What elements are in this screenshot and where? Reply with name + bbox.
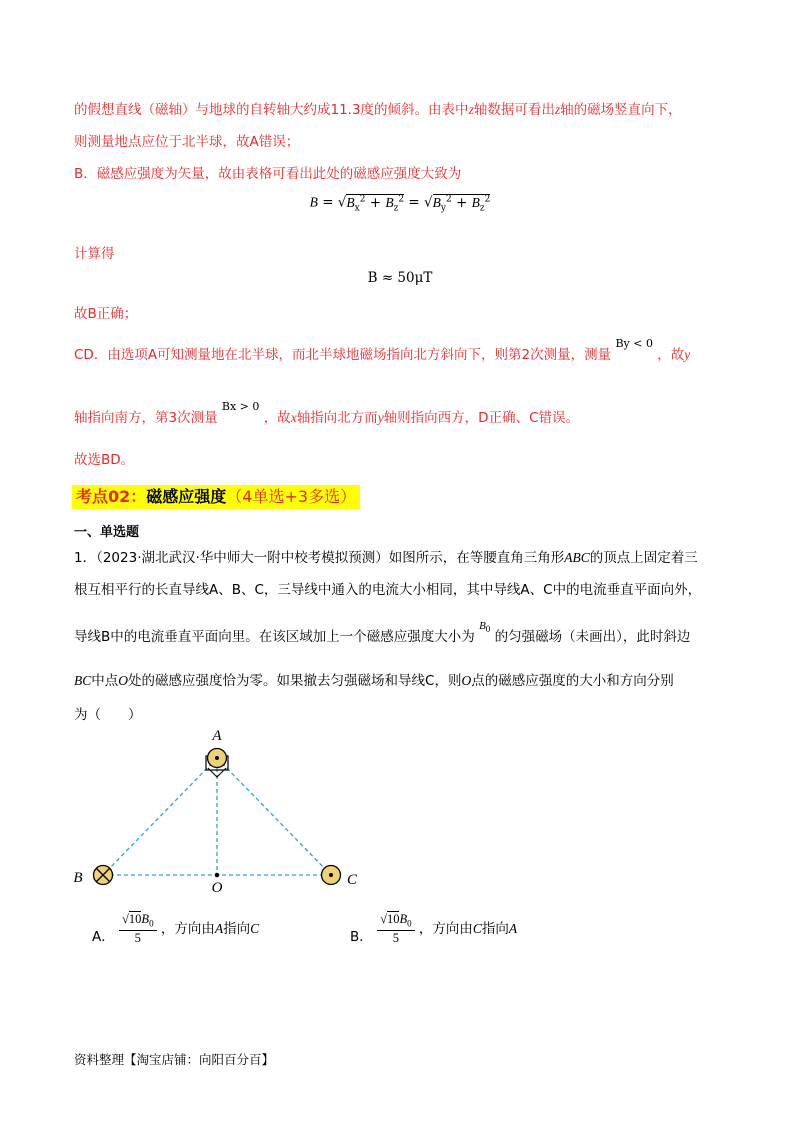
- wire-a-dot: [215, 756, 219, 760]
- label-a: A: [212, 728, 222, 744]
- side-ac: [217, 758, 331, 875]
- b0-symbol: B0: [479, 620, 491, 635]
- footer-source: 资料整理【淘宝店铺：向阳百分百】: [74, 1052, 275, 1067]
- triangle-figure: [0, 720, 800, 910]
- condition-bx-positive: Bx > 0: [221, 400, 260, 413]
- condition-by-negative: By < 0: [615, 337, 653, 350]
- label-c: C: [346, 872, 358, 888]
- subsection-title: 一、单选题: [74, 525, 140, 540]
- wire-c-dot: [329, 873, 333, 877]
- formula-result: B ≈ 50μT: [367, 270, 433, 286]
- question-line-4: BC中点O处的磁感应强度恰为零。如果撤去匀强磁场和导线C，则O点的磁感应强度的大小和方向分别: [74, 673, 674, 689]
- label-b: B: [73, 870, 83, 886]
- option-b-fraction: $\frac{√10B_0}{5}$: [377, 912, 415, 946]
- question-line-2: 根互相平行的长直导线A、B、C，三导线中通入的电流大小相同，其中导线A、C中的电流垂直平面向外，: [74, 582, 702, 598]
- solution-line-4: 计算得: [74, 246, 115, 262]
- solution-line-2: 则测量地点应位于北半球，故A错误；: [74, 134, 300, 150]
- question-line-3: 导线B中的电流垂直平面向里。在该区域加上一个磁感应强度大小为 $^{B_0}$ 的匀强磁场（未画出），此时斜边: [74, 620, 691, 645]
- solution-line-5: 故B正确；: [74, 306, 138, 322]
- point-o: [215, 873, 220, 878]
- question-line-5: 为（ ）: [74, 707, 142, 723]
- label-o: O: [211, 880, 223, 896]
- solution-line-7: 轴指向南方，第3次测量 $^{Bx > 0}$ ，故x轴指向北方而y轴则指向西方，D正确、C错误。: [74, 400, 580, 426]
- option-b[interactable]: B． $\frac{√10B_0}{5}$ ，方向由C指向A: [350, 912, 518, 946]
- question-line-1: 1．（2023·湖北武汉·华中师大一附中校考模拟预测）如图所示，在等腰直角三角形ABC的顶点上固定着三: [74, 550, 698, 566]
- solution-line-1: 的假想直线（磁轴）与地球的自转轴大约成11.3度的倾斜。由表中z轴数据可看出z轴的磁场竖直向下，: [74, 102, 682, 118]
- side-ab: [103, 758, 217, 875]
- solution-line-8: 故选BD。: [74, 452, 135, 468]
- solution-line-6: CD．由选项A可知测量地在北半球，而北半球地磁场指向北方斜向下，则第2次测量，测量 $^{By < 0}$ ，故y: [74, 337, 691, 363]
- formula-vector-magnitude: $B = √B_x^2 + B_z^2 = √B_y^2 + B_z^2$: [309, 194, 491, 214]
- solution-line-3: B．磁感应强度为矢量，故由表格可看出此处的磁感应强度大致为: [74, 166, 462, 182]
- section-header: 考点02：磁感应强度（4单选+3多选）: [72, 485, 360, 509]
- option-a-fraction: $\frac{√10B_0}{5}$: [119, 912, 157, 946]
- option-a[interactable]: A． $\frac{√10B_0}{5}$ ，方向由A指向C: [92, 912, 260, 946]
